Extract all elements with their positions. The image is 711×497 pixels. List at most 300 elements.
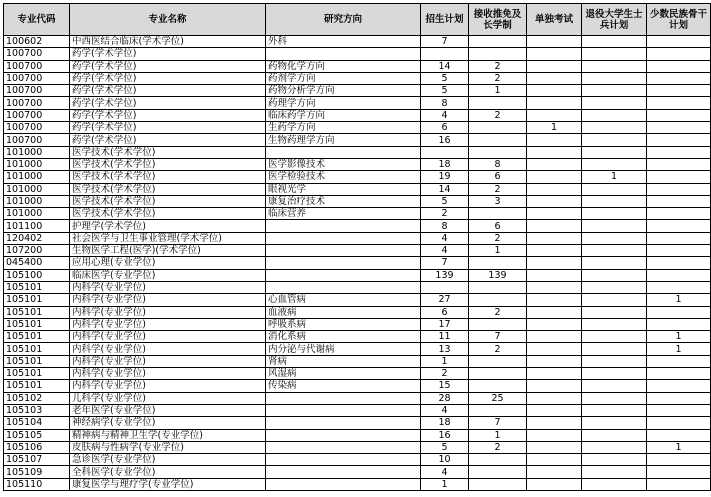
cell-minority-plan [647,109,711,121]
cell-code: 107200 [4,245,70,257]
cell-recommended [469,36,527,48]
cell-name: 药学(学术学位) [70,72,266,84]
cell-minority-plan [647,85,711,97]
table-row [4,109,711,121]
cell-separate-exam [527,195,582,207]
cell-separate-exam [527,454,582,466]
cell-recommended: 1 [469,85,527,97]
cell-recommended [469,355,527,367]
cell-code: 101000 [4,195,70,207]
cell-name: 药学(学术学位) [70,85,266,97]
cell-recommended [469,122,527,134]
cell-separate-exam [527,466,582,478]
cell-name: 医学技术(学术学位) [70,208,266,220]
cell-separate-exam: 1 [527,122,582,134]
cell-code: 105101 [4,318,70,330]
cell-veteran-plan [582,220,647,232]
cell-plan [421,48,469,60]
cell-recommended [469,318,527,330]
table-row [4,146,711,158]
cell-name: 医学技术(学术学位) [70,183,266,195]
cell-minority-plan [647,355,711,367]
cell-minority-plan [647,60,711,72]
cell-veteran-plan [582,257,647,269]
cell-veteran-plan [582,454,647,466]
cell-minority-plan [647,306,711,318]
cell-plan: 13 [421,343,469,355]
cell-minority-plan [647,195,711,207]
cell-code: 100700 [4,109,70,121]
table-row [4,245,711,257]
cell-separate-exam [527,85,582,97]
cell-veteran-plan [582,72,647,84]
cell-code: 105101 [4,380,70,392]
cell-name: 内科学(专业学位) [70,343,266,355]
table-row [4,294,711,306]
cell-name: 内科学(专业学位) [70,318,266,330]
cell-separate-exam [527,343,582,355]
cell-name: 医学技术(学术学位) [70,158,266,170]
cell-recommended [469,466,527,478]
cell-code: 100700 [4,48,70,60]
table-row [4,183,711,195]
cell-direction: 生物药理学方向 [266,134,421,146]
header-recommended: 接收推免及长学制 [469,4,527,36]
cell-minority-plan: 1 [647,441,711,453]
cell-minority-plan [647,232,711,244]
cell-plan: 14 [421,60,469,72]
table-row [4,85,711,97]
cell-direction [266,478,421,490]
cell-minority-plan [647,380,711,392]
cell-direction: 康复治疗技术 [266,195,421,207]
cell-minority-plan [647,171,711,183]
cell-veteran-plan [582,158,647,170]
cell-name: 药学(学术学位) [70,97,266,109]
table-row [4,368,711,380]
cell-plan: 1 [421,478,469,490]
cell-recommended [469,146,527,158]
cell-minority-plan [647,122,711,134]
cell-recommended: 2 [469,441,527,453]
cell-separate-exam [527,478,582,490]
table-row [4,441,711,453]
cell-plan: 28 [421,392,469,404]
cell-veteran-plan [582,404,647,416]
cell-recommended [469,294,527,306]
cell-direction: 外科 [266,36,421,48]
table-row [4,331,711,343]
table-row [4,466,711,478]
cell-veteran-plan [582,232,647,244]
cell-minority-plan [647,478,711,490]
table-row [4,122,711,134]
cell-plan: 8 [421,97,469,109]
cell-separate-exam [527,441,582,453]
cell-name: 内科学(专业学位) [70,355,266,367]
cell-separate-exam [527,245,582,257]
cell-name: 全科医学(专业学位) [70,466,266,478]
cell-plan [421,281,469,293]
cell-recommended: 2 [469,60,527,72]
cell-veteran-plan [582,269,647,281]
cell-separate-exam [527,183,582,195]
cell-plan: 18 [421,417,469,429]
cell-recommended: 6 [469,220,527,232]
cell-name: 内科学(专业学位) [70,331,266,343]
cell-name: 应用心理(专业学位) [70,257,266,269]
cell-recommended [469,404,527,416]
cell-minority-plan [647,281,711,293]
cell-minority-plan [647,269,711,281]
cell-separate-exam [527,146,582,158]
table-row [4,343,711,355]
cell-name: 药学(学术学位) [70,134,266,146]
cell-plan: 1 [421,355,469,367]
cell-code: 101000 [4,158,70,170]
cell-veteran-plan [582,355,647,367]
table-row [4,429,711,441]
cell-separate-exam [527,331,582,343]
cell-minority-plan [647,48,711,60]
cell-separate-exam [527,417,582,429]
cell-code: 100700 [4,60,70,72]
cell-direction [266,146,421,158]
cell-name: 内科学(专业学位) [70,294,266,306]
cell-plan: 11 [421,331,469,343]
cell-separate-exam [527,392,582,404]
cell-recommended: 7 [469,417,527,429]
cell-recommended: 1 [469,429,527,441]
cell-separate-exam [527,220,582,232]
cell-minority-plan [647,245,711,257]
cell-plan: 6 [421,306,469,318]
cell-separate-exam [527,281,582,293]
cell-veteran-plan [582,146,647,158]
cell-code: 105104 [4,417,70,429]
cell-separate-exam [527,269,582,281]
cell-code: 101000 [4,208,70,220]
table-row [4,36,711,48]
cell-recommended: 139 [469,269,527,281]
cell-code: 120402 [4,232,70,244]
cell-recommended: 6 [469,171,527,183]
cell-name: 医学技术(学术学位) [70,171,266,183]
cell-name: 药学(学术学位) [70,48,266,60]
cell-plan: 4 [421,109,469,121]
cell-direction: 临床营养 [266,208,421,220]
cell-code: 100700 [4,122,70,134]
cell-minority-plan [647,466,711,478]
cell-direction [266,454,421,466]
cell-veteran-plan [582,134,647,146]
cell-code: 105102 [4,392,70,404]
cell-recommended: 2 [469,306,527,318]
cell-minority-plan [647,208,711,220]
cell-direction: 血液病 [266,306,421,318]
cell-code: 105101 [4,368,70,380]
cell-veteran-plan [582,36,647,48]
cell-veteran-plan [582,97,647,109]
cell-direction [266,281,421,293]
cell-separate-exam [527,72,582,84]
header-code: 专业代码 [4,4,70,36]
cell-direction: 内分泌与代谢病 [266,343,421,355]
cell-veteran-plan [582,380,647,392]
cell-code: 105106 [4,441,70,453]
cell-direction [266,220,421,232]
cell-separate-exam [527,294,582,306]
cell-direction: 传染病 [266,380,421,392]
cell-plan: 7 [421,257,469,269]
cell-recommended [469,257,527,269]
admissions-table [3,3,711,491]
cell-recommended: 8 [469,158,527,170]
table-row [4,220,711,232]
cell-plan: 7 [421,36,469,48]
cell-recommended: 3 [469,195,527,207]
table-row [4,417,711,429]
cell-name: 急诊医学(专业学位) [70,454,266,466]
table-row [4,134,711,146]
header-row [4,4,711,36]
cell-plan: 17 [421,318,469,330]
cell-separate-exam [527,257,582,269]
cell-veteran-plan [582,245,647,257]
cell-minority-plan [647,72,711,84]
cell-code: 105110 [4,478,70,490]
cell-direction: 医学影像技术 [266,158,421,170]
cell-minority-plan: 1 [647,294,711,306]
cell-direction [266,429,421,441]
cell-recommended [469,208,527,220]
table-row [4,48,711,60]
cell-code: 100700 [4,97,70,109]
cell-code: 100700 [4,85,70,97]
cell-separate-exam [527,109,582,121]
cell-minority-plan [647,36,711,48]
cell-name: 皮肤病与性病学(专业学位) [70,441,266,453]
header-separate-exam: 单独考试 [527,4,582,36]
cell-code: 105103 [4,404,70,416]
cell-recommended: 2 [469,109,527,121]
cell-code: 101100 [4,220,70,232]
cell-plan: 27 [421,294,469,306]
cell-minority-plan [647,404,711,416]
cell-name: 医学技术(学术学位) [70,146,266,158]
cell-separate-exam [527,60,582,72]
cell-plan: 5 [421,195,469,207]
cell-minority-plan [647,368,711,380]
cell-recommended: 2 [469,72,527,84]
cell-veteran-plan [582,478,647,490]
cell-name: 老年医学(专业学位) [70,404,266,416]
cell-veteran-plan [582,368,647,380]
cell-separate-exam [527,134,582,146]
table-row [4,195,711,207]
cell-minority-plan [647,318,711,330]
cell-direction: 肾病 [266,355,421,367]
cell-name: 内科学(专业学位) [70,380,266,392]
cell-plan: 6 [421,122,469,134]
table-body [4,36,711,491]
cell-minority-plan [647,417,711,429]
cell-code: 101000 [4,146,70,158]
cell-plan: 16 [421,134,469,146]
cell-direction: 药物分析学方向 [266,85,421,97]
cell-code: 105109 [4,466,70,478]
cell-plan: 14 [421,183,469,195]
table-row [4,355,711,367]
cell-veteran-plan [582,294,647,306]
cell-code: 045400 [4,257,70,269]
cell-recommended [469,281,527,293]
cell-veteran-plan [582,331,647,343]
cell-direction [266,392,421,404]
cell-recommended: 2 [469,343,527,355]
cell-separate-exam [527,171,582,183]
cell-name: 神经病学(专业学位) [70,417,266,429]
cell-code: 105101 [4,355,70,367]
cell-minority-plan [647,257,711,269]
cell-direction [266,269,421,281]
cell-plan: 15 [421,380,469,392]
table-row [4,392,711,404]
cell-direction [266,466,421,478]
cell-name: 医学技术(学术学位) [70,195,266,207]
cell-direction [266,417,421,429]
cell-minority-plan [647,220,711,232]
cell-name: 精神病与精神卫生学(专业学位) [70,429,266,441]
table-row [4,404,711,416]
cell-direction: 临床药学方向 [266,109,421,121]
cell-minority-plan [647,134,711,146]
cell-name: 社会医学与卫生事业管理(学术学位) [70,232,266,244]
header-name: 专业名称 [70,4,266,36]
table-row [4,158,711,170]
cell-plan: 8 [421,220,469,232]
cell-separate-exam [527,318,582,330]
cell-recommended [469,48,527,60]
cell-separate-exam [527,36,582,48]
cell-minority-plan [647,454,711,466]
cell-plan [421,146,469,158]
cell-name: 护理学(学术学位) [70,220,266,232]
cell-name: 生物医学工程(医学)(学术学位) [70,245,266,257]
cell-separate-exam [527,306,582,318]
cell-code: 105105 [4,429,70,441]
cell-plan: 4 [421,232,469,244]
cell-direction: 药理学方向 [266,97,421,109]
cell-recommended: 2 [469,183,527,195]
cell-name: 中西医结合临床(学术学位) [70,36,266,48]
cell-separate-exam [527,368,582,380]
header-direction: 研究方向 [266,4,421,36]
cell-code: 101000 [4,183,70,195]
cell-plan: 5 [421,72,469,84]
cell-code: 105107 [4,454,70,466]
cell-code: 105101 [4,343,70,355]
table-row [4,208,711,220]
cell-veteran-plan [582,318,647,330]
cell-name: 药学(学术学位) [70,109,266,121]
cell-direction [266,48,421,60]
cell-separate-exam [527,404,582,416]
cell-veteran-plan [582,208,647,220]
header-veteran-plan: 退役大学生士兵计划 [582,4,647,36]
table-row [4,306,711,318]
cell-recommended: 2 [469,232,527,244]
cell-recommended [469,380,527,392]
cell-veteran-plan [582,281,647,293]
cell-direction: 生药学方向 [266,122,421,134]
cell-recommended: 1 [469,245,527,257]
table-row [4,171,711,183]
cell-code: 100700 [4,72,70,84]
cell-direction [266,245,421,257]
cell-veteran-plan [582,417,647,429]
header-plan: 招生计划 [421,4,469,36]
header-minority-plan: 少数民族骨干计划 [647,4,711,36]
table-row [4,380,711,392]
cell-plan: 16 [421,429,469,441]
cell-code: 105101 [4,306,70,318]
table-row [4,257,711,269]
table-row [4,72,711,84]
cell-name: 儿科学(专业学位) [70,392,266,404]
cell-name: 康复医学与理疗学(专业学位) [70,478,266,490]
cell-veteran-plan [582,466,647,478]
cell-direction: 药剂学方向 [266,72,421,84]
cell-separate-exam [527,232,582,244]
table-row [4,60,711,72]
cell-veteran-plan [582,429,647,441]
table-row [4,478,711,490]
table-row [4,97,711,109]
cell-recommended: 7 [469,331,527,343]
cell-plan: 2 [421,208,469,220]
cell-direction: 药物化学方向 [266,60,421,72]
cell-name: 临床医学(专业学位) [70,269,266,281]
table-row [4,269,711,281]
cell-plan: 5 [421,85,469,97]
cell-name: 药学(学术学位) [70,122,266,134]
table-row [4,232,711,244]
cell-plan: 139 [421,269,469,281]
cell-recommended: 25 [469,392,527,404]
cell-separate-exam [527,355,582,367]
cell-direction [266,257,421,269]
cell-direction [266,404,421,416]
cell-name: 内科学(专业学位) [70,281,266,293]
cell-minority-plan: 1 [647,343,711,355]
cell-minority-plan [647,183,711,195]
cell-separate-exam [527,97,582,109]
table-row [4,454,711,466]
cell-direction: 呼吸系病 [266,318,421,330]
cell-separate-exam [527,158,582,170]
table-row [4,281,711,293]
cell-veteran-plan [582,306,647,318]
cell-direction: 消化系病 [266,331,421,343]
cell-name: 药学(学术学位) [70,60,266,72]
cell-code: 101000 [4,171,70,183]
cell-veteran-plan [582,122,647,134]
cell-veteran-plan [582,60,647,72]
cell-separate-exam [527,48,582,60]
cell-plan: 2 [421,368,469,380]
cell-minority-plan [647,146,711,158]
